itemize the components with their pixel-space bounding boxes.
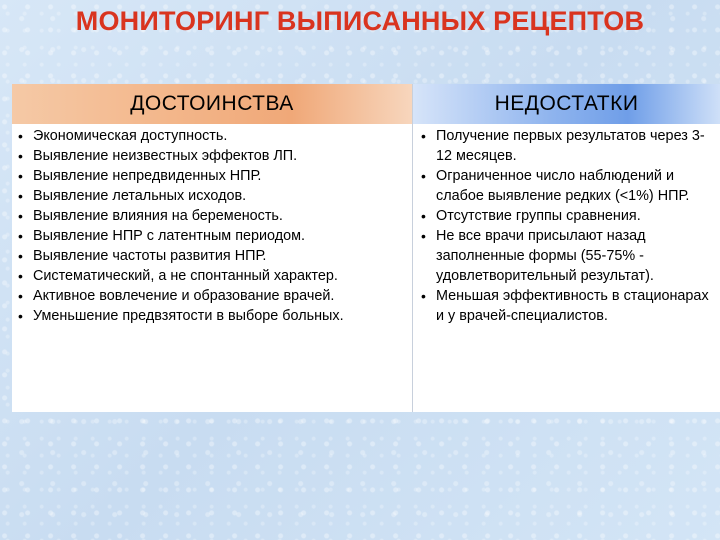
advantage-item: • Выявление частоты развития НПР.	[16, 246, 406, 266]
advantage-item: • Активное вовлечение и образование врачей.	[16, 286, 406, 306]
disadvantage-item: • Ограниченное число наблюдений и слабое выявление редких (<1%) НПР.	[419, 166, 716, 206]
advantage-item: • Систематический, а не спонтанный характер.	[16, 266, 406, 286]
disadvantages-column	[413, 84, 720, 412]
disadvantage-item: • Меньшая эффективность в стационарах и у врачей-специалистов.	[419, 286, 716, 326]
advantage-item: • Уменьшение предвзятости в выборе больных.	[16, 306, 406, 326]
advantage-item: • Выявление непредвиденных НПР.	[16, 166, 406, 186]
advantage-item: • Выявление НПР с латентным периодом.	[16, 226, 406, 246]
advantages-header: ДОСТОИНСТВА	[12, 84, 412, 124]
disadvantage-item: • Получение первых результатов через 3-12 месяцев.	[419, 126, 716, 166]
advantage-item: • Экономическая доступность.	[16, 126, 406, 146]
advantages-column	[12, 84, 413, 412]
advantage-item: • Выявление влияния на беременость.	[16, 206, 406, 226]
disadvantage-item: • Не все врачи присылают назад заполненные формы (55-75% - удовлетворительный результат).	[419, 226, 716, 286]
advantage-item: • Выявление неизвестных эффектов ЛП.	[16, 146, 406, 166]
slide-title: МОНИТОРИНГ ВЫПИСАННЫХ РЕЦЕПТОВ	[75, 6, 645, 36]
comparison-table	[12, 84, 720, 412]
disadvantage-item: • Отсутствие группы сравнения.	[419, 206, 716, 226]
advantages-list	[12, 124, 412, 326]
disadvantages-header: НЕДОСТАТКИ	[413, 84, 720, 124]
disadvantages-list	[413, 124, 720, 326]
advantage-item: • Выявление летальных исходов.	[16, 186, 406, 206]
